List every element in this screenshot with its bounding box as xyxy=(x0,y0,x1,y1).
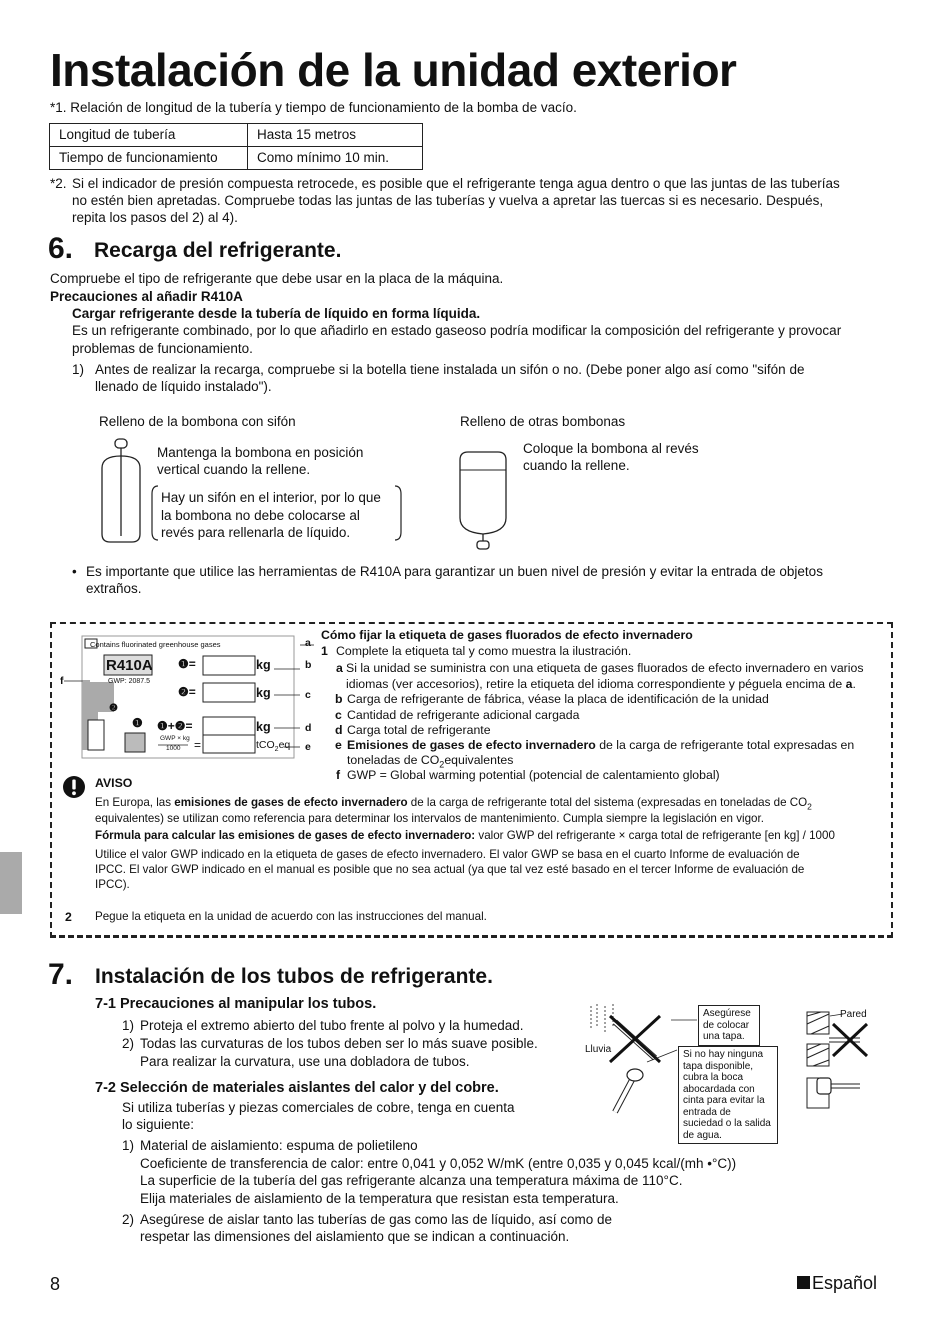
inverted-cylinder-icon xyxy=(455,448,515,554)
vacuum-table xyxy=(49,123,423,170)
page-title: Instalación de la unidad exterior xyxy=(50,44,737,96)
cyl-left-bracket: Hay un sifón en el interior, por lo que xyxy=(161,490,381,505)
table-cell: Como mínimo 10 min. xyxy=(248,146,423,169)
s6-text: Es un refrigerante combinado, por lo que añadirlo en estado gaseoso podría modificar la composición del refrigerante y provocar xyxy=(72,323,842,338)
label-gwp: GWP: 2087.5 xyxy=(108,678,151,685)
e-bold: Emisiones de gases de efecto invernadero xyxy=(347,738,596,752)
table-cell: Hasta 15 metros xyxy=(248,124,423,147)
step-marker: 1) xyxy=(72,362,85,377)
label-letter: c xyxy=(305,689,311,701)
label-step-number: 1 xyxy=(321,644,328,658)
label-item-letter: b xyxy=(335,692,343,706)
cyl-left-title: Relleno de la bombona con sifón xyxy=(99,414,296,429)
formula-rest: valor GWP del refrigerante × carga total de refrigerante [en kg] / 1000 xyxy=(478,829,835,842)
s6-bullet: Es importante que utilice las herramientas de R410A para garantizar un buen nivel de presión y evitar la entrada de objetos xyxy=(86,564,823,579)
label-n2-icon: ❷= xyxy=(178,685,196,699)
tco2-end: eq xyxy=(278,739,291,751)
section-number: 7. xyxy=(48,958,74,991)
label-r410a: R410A xyxy=(106,657,153,674)
step-marker: 1) xyxy=(122,1138,135,1153)
label-letter: a xyxy=(305,637,311,649)
label-step2: Pegue la etiqueta en la unidad de acuerdo con las instrucciones del manual. xyxy=(95,910,487,923)
label-kg: kg xyxy=(256,686,271,700)
cyl-left-note: vertical cuando la rellene. xyxy=(157,462,311,477)
warn-a: En Europa, las xyxy=(95,796,172,809)
s72-item: Elija materiales de aislamiento de la temperatura que resistan esta temperatura. xyxy=(140,1191,619,1206)
label-heading: Cómo fijar la etiqueta de gases fluorados de efecto invernadero xyxy=(321,628,693,642)
warning-title: AVISO xyxy=(95,776,133,790)
note-1: *1. Relación de longitud de la tubería y tiempo de funcionamiento de la bomba de vacío. xyxy=(50,100,577,115)
label-eq: = xyxy=(194,738,202,752)
s6-step1: Antes de realizar la recarga, compruebe si la botella tiene instalada un sifón o no. (Debe poner algo así como "sifón de xyxy=(95,362,805,377)
warning-icon xyxy=(62,775,86,799)
section-title: Instalación de los tubos de refrigerante. xyxy=(95,965,493,988)
e-rest: de la carga de refrigerante total expresadas en xyxy=(599,738,855,752)
s72-item: Material de aislamiento: espuma de polietileno xyxy=(140,1138,418,1153)
bullet-icon: • xyxy=(72,564,77,579)
figure-callout-note: Si no hay ninguna tapa disponible, cubra la boca abocardada con cinta para evitar la entrada de suciedad o la salida de agua. xyxy=(678,1046,778,1144)
s6-precautions: Precauciones al añadir R410A xyxy=(50,289,243,304)
label-item-letter: e xyxy=(335,738,342,752)
a2-bold: a xyxy=(845,677,853,691)
warning-line-2: equivalentes) se utilizan como referencia para determinar los intervalos de mantenimiento. Cumpla siempre la legislación en vigor. xyxy=(95,812,764,825)
label-1000: 1000 xyxy=(166,745,181,752)
s6-liquid-heading: Cargar refrigerante desde la tubería de líquido en forma líquida. xyxy=(72,306,481,321)
warn-b: de la carga de refrigerante total del sistema (expresadas en toneladas de CO xyxy=(410,796,808,809)
a2-text: idiomas (ver accesorios), retire la etiqueta del idioma correspondiente y péguela encima de xyxy=(346,677,843,691)
label-letter: d xyxy=(305,722,312,734)
s72-item: Coeficiente de transferencia de calor: entre 0,041 y 0,052 W/mK (entre 0,035 y 0,045 kcal/(mh •°C)) xyxy=(140,1156,737,1171)
warn-sub: 2 xyxy=(807,801,812,812)
section-7-heading xyxy=(48,955,493,995)
step-marker: 2) xyxy=(122,1212,135,1227)
section-6-heading xyxy=(48,229,342,269)
table-cell: Longitud de tubería xyxy=(50,124,248,147)
e2-text: toneladas de CO xyxy=(347,753,440,767)
label-item-a: Si la unidad se suministra con una etiqueta de gases fluorados de efecto invernadero en varios xyxy=(346,661,864,675)
siphon-cylinder-icon xyxy=(92,438,152,548)
label-kg: kg xyxy=(256,658,271,672)
page-number: 8 xyxy=(50,1274,61,1294)
label-gwpkg: GWP × kg xyxy=(160,735,190,742)
tco2-text: tCO xyxy=(256,739,275,751)
square-icon xyxy=(797,1276,810,1289)
language-text: Español xyxy=(812,1273,878,1293)
formula-line xyxy=(95,828,835,843)
label-item-letter: a xyxy=(336,661,343,675)
label-contains: Contains fluorinated greenhouse gases xyxy=(90,640,221,649)
s72-item: Asegúrese de aislar tanto las tuberías de gas como las de líquido, así como de xyxy=(140,1212,613,1227)
note-2-line: no estén bien apretadas. Compruebe todas las juntas de las tuberías y vuelva a apretar las tuercas si es necesario. Después, xyxy=(72,193,824,208)
figure-label-wall: Pared xyxy=(840,1009,867,1020)
cyl-right-note: Coloque la bombona al revés xyxy=(523,441,699,456)
label-item-letter: f xyxy=(336,768,341,782)
label-letter: b xyxy=(305,659,312,671)
cyl-left-bracket: revés para rellenarla de líquido. xyxy=(161,525,351,540)
label-step-number: 2 xyxy=(65,910,72,924)
gwp-line: IPCC). xyxy=(95,878,130,891)
label-item-e xyxy=(347,737,854,753)
s71-item: Todas las curvaturas de los tubos deben ser lo más suave posible. xyxy=(140,1036,538,1051)
label-step1: Complete la etiqueta tal y como muestra la ilustración. xyxy=(336,644,632,658)
step-marker: 2) xyxy=(122,1036,135,1051)
cyl-right-title: Relleno de otras bombonas xyxy=(460,414,626,429)
label-item-d: Carga total de refrigerante xyxy=(347,723,491,737)
label-sum-icon: ❶+❷= xyxy=(157,719,193,733)
note-2-marker: *2. xyxy=(50,176,67,191)
label-item-b: Carga de refrigerante de fábrica, véase la placa de identificación de la unidad xyxy=(347,692,769,706)
s72-text: lo siguiente: xyxy=(122,1117,195,1132)
e2-sub: 2 xyxy=(439,759,445,770)
warning-line-1 xyxy=(95,795,812,813)
figure-label-rain: Lluvia xyxy=(585,1044,612,1055)
label-letter: f xyxy=(60,675,64,687)
label-kg: kg xyxy=(256,720,271,734)
table-row xyxy=(50,124,423,147)
warn-bold: emisiones de gases de efecto invernadero xyxy=(174,796,408,809)
s6-step1: llenado de líquido instalado"). xyxy=(95,379,272,394)
section-number: 6. xyxy=(48,232,74,265)
cyl-right-note: cuando la rellene. xyxy=(523,458,630,473)
label-n1-icon: ❶= xyxy=(178,657,196,671)
s72-item: La superficie de la tubería del gas refrigerante alcanza una temperatura máxima de 110°C. xyxy=(140,1173,683,1188)
note-2-line: Si el indicador de presión compuesta retrocede, es posible que el refrigerante tenga agua dentro o que las juntas de las tuberías xyxy=(72,176,840,191)
s71-heading: 7-1 Precauciones al manipular los tubos. xyxy=(95,996,377,1012)
note-2-line: repita los pasos del 2) al 4). xyxy=(72,210,238,225)
language-label xyxy=(797,1272,877,1296)
label-tco2 xyxy=(256,739,290,754)
label-letter: e xyxy=(305,741,311,753)
tco2-sub: 2 xyxy=(274,746,279,754)
s71-item: Proteja el extremo abierto del tubo frente al polvo y la humedad. xyxy=(140,1018,524,1033)
label-item-letter: c xyxy=(335,708,342,722)
table-cell: Tiempo de funcionamiento xyxy=(50,146,248,169)
formula-bold: Fórmula para calcular las emisiones de gases de efecto invernadero: xyxy=(95,829,476,842)
gwp-line: Utilice el valor GWP indicado en la etiqueta de gases de efecto invernadero. El valor GWP se basa en el cuarto Informe de evaluación de xyxy=(95,848,800,861)
section-title: Recarga del refrigerante. xyxy=(94,239,342,262)
table-row xyxy=(50,146,423,169)
step-marker: 1) xyxy=(122,1018,135,1033)
label-n2-small-icon: ❷ xyxy=(109,703,118,714)
s72-item: respetar las dimensiones del aislamiento que se indican a continuación. xyxy=(140,1229,570,1244)
label-item-a2: idiomas (ver accesorios), retire la etiqueta del idioma correspondiente y péguela encima de a. xyxy=(346,677,856,691)
figure-callout-cap: Asegúrese de colocar una tapa. xyxy=(698,1005,760,1046)
s6-text: problemas de funcionamiento. xyxy=(72,341,253,356)
s72-heading: 7-2 Selección de materiales aislantes del calor y del cobre. xyxy=(95,1080,499,1096)
s71-item: Para realizar la curvatura, use una dobladora de tubos. xyxy=(140,1054,470,1069)
cyl-left-bracket: la bombona no debe colocarse al xyxy=(161,508,360,523)
side-tab xyxy=(0,852,22,914)
s72-text: Si utiliza tuberías y piezas comerciales de cobre, tenga en cuenta xyxy=(122,1100,515,1115)
label-item-f: GWP = Global warming potential (potencial de calentamiento global) xyxy=(347,768,720,782)
cyl-left-note: Mantenga la bombona en posición xyxy=(157,445,364,460)
s6-intro: Compruebe el tipo de refrigerante que debe usar en la placa de la máquina. xyxy=(50,271,504,286)
label-n1-small-icon: ❶ xyxy=(132,716,143,730)
e2-end: equivalentes xyxy=(444,753,514,767)
label-item-letter: d xyxy=(335,723,343,737)
s6-bullet: extraños. xyxy=(86,581,142,596)
gwp-line: IPCC. El valor GWP indicado en el manual es posible que no sea actual (ya que tal vez esté basado en el tercer Informe de evaluación de xyxy=(95,863,805,876)
label-item-c: Cantidad de refrigerante adicional cargada xyxy=(347,708,580,722)
